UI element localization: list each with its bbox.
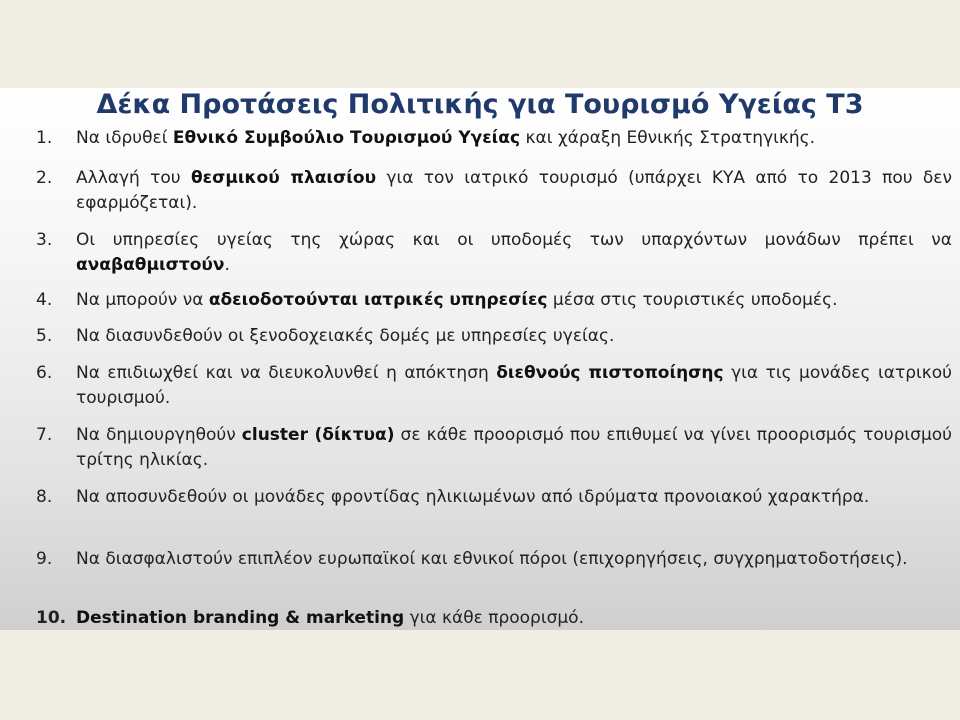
item-number: 5.: [36, 326, 53, 346]
item-text: Αλλαγή του θεσμικού πλαισίου για τον ιατρικό τουρισμό (υπάρχει ΚΥΑ από το 2013 που δεν εφαρμόζεται).: [76, 168, 952, 213]
item-text: Να ιδρυθεί Εθνικό Συμβούλιο Τουρισμού Υγείας και χάραξη Εθνικής Στρατηγικής.: [76, 128, 816, 148]
item-text: Destination branding & marketing για κάθε προορισμό.: [76, 608, 584, 628]
item-number: 10.: [36, 608, 67, 628]
item-number: 6.: [36, 363, 53, 383]
top-margin: [0, 0, 960, 88]
item-text: Να επιδιωχθεί και να διευκολυνθεί η απόκτηση διεθνούς πιστοποίησης για τις μονάδες ιατρικού τουρισμού.: [76, 363, 952, 408]
item-number: 2.: [36, 168, 53, 188]
item-text: Να μπορούν να αδειοδοτούνται ιατρικές υπηρεσίες μέσα στις τουριστικές υποδομές.: [76, 290, 838, 310]
item-number: 9.: [36, 549, 53, 569]
item-text: Να δημιουργηθούν cluster (δίκτυα) σε κάθε προορισμό που επιθυμεί να γίνει προορισμός τουρισμού τρίτης ηλικίας.: [76, 425, 952, 470]
item-text: Να διασυνδεθούν οι ξενοδοχειακές δομές με υπηρεσίες υγείας.: [76, 326, 615, 346]
item-number: 1.: [36, 128, 53, 148]
slide-title: Δέκα Προτάσεις Πολιτικής για Τουρισμό Υγείας Τ3: [96, 89, 864, 120]
item-number: 4.: [36, 290, 53, 310]
item-number: 3.: [36, 230, 53, 250]
item-text: Να αποσυνδεθούν οι μονάδες φροντίδας ηλικιωμένων από ιδρύματα προνοιακού χαρακτήρα.: [76, 487, 870, 507]
item-text: Να διασφαλιστούν επιπλέον ευρωπαϊκοί και εθνικοί πόροι (επιχορηγήσεις, συγχρηματοδοτήσεις).: [76, 549, 908, 569]
bottom-margin: [0, 630, 960, 720]
item-number: 8.: [36, 487, 53, 507]
item-text: Οι υπηρεσίες υγείας της χώρας και οι υποδομές των υπαρχόντων μονάδων πρέπει να αναβαθμιστούν.: [76, 230, 952, 275]
item-number: 7.: [36, 425, 53, 445]
